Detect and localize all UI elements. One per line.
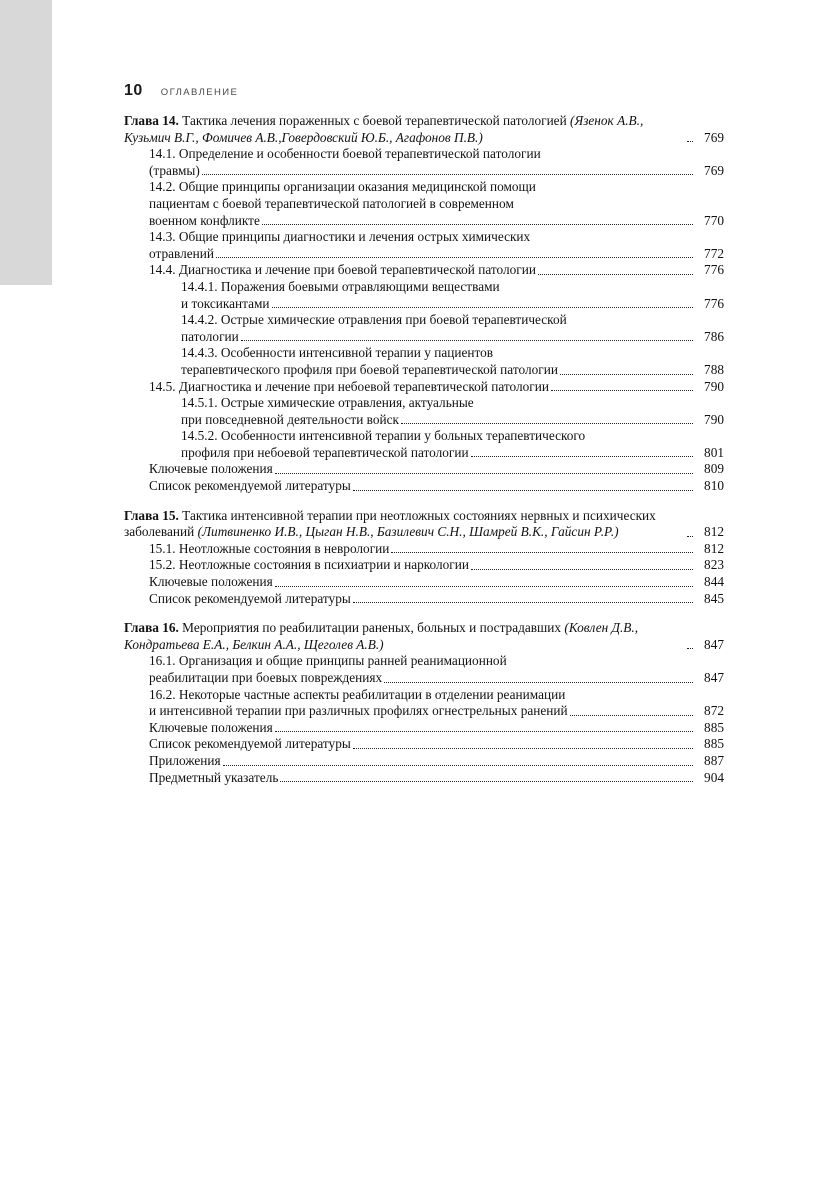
entry-page-number: 845 bbox=[704, 590, 724, 606]
toc-section-entry[interactable] bbox=[124, 179, 724, 229]
entry-page-number: 788 bbox=[704, 361, 724, 377]
entry-number: 14.4.1. bbox=[181, 278, 218, 294]
chapter-authors: (Ковлен Д.В., Кондратьева Е.А., Белкин А.А., Щеголев А.В.) bbox=[124, 620, 639, 652]
toc-section-entry[interactable] bbox=[124, 379, 724, 396]
entry-text: Особенности интенсивной терапии у пациентов bbox=[220, 345, 494, 361]
toc-section-entry[interactable] bbox=[124, 770, 724, 787]
toc-section-entry[interactable] bbox=[124, 591, 724, 608]
toc-section-entry[interactable] bbox=[124, 720, 724, 737]
entry-number: 14.4.3. bbox=[181, 345, 218, 361]
leader-dots bbox=[275, 730, 693, 732]
entry-number: 15.2. bbox=[149, 557, 176, 573]
chapter-page-number: 812 bbox=[704, 524, 724, 540]
entry-text: Список рекомендуемой литературы bbox=[149, 736, 351, 752]
entry-page-number: 790 bbox=[704, 378, 724, 394]
entry-number: 16.2. bbox=[149, 686, 176, 702]
entry-text: Особенности интенсивной терапии у больных терапевтического bbox=[220, 428, 586, 444]
entry-text: Острые химические отравления при боевой терапевтической bbox=[220, 312, 567, 328]
entry-text: Список рекомендуемой литературы bbox=[149, 478, 351, 494]
chapter-title: Мероприятия по реабилитации раненых, больных и пострадавших bbox=[182, 620, 562, 636]
chapter-authors: (Язенок А.В., Кузьмич В.Г., Фомичев А.В.,Говердовский Ю.Б., Агафонов П.В.) bbox=[124, 113, 644, 145]
entry-text: терапевтического профиля при боевой терапевтической патологии bbox=[181, 361, 558, 377]
entry-page-number: 847 bbox=[704, 670, 724, 685]
entry-text: и интенсивной терапии при различных профилях огнестрельных ранений bbox=[149, 703, 568, 719]
entry-text: Ключевые положения bbox=[149, 461, 273, 477]
toc-chapter bbox=[124, 113, 724, 495]
leader-dots bbox=[280, 780, 693, 782]
entry-page-number: 885 bbox=[704, 736, 724, 752]
entry-number: 14.3. bbox=[149, 229, 176, 245]
toc-subsection-entry[interactable] bbox=[124, 345, 724, 378]
entry-page-number: 801 bbox=[704, 444, 724, 460]
entry-page-number: 810 bbox=[704, 478, 724, 494]
leader-dots bbox=[275, 585, 693, 587]
entry-page-number: 772 bbox=[704, 245, 724, 261]
entry-number: 14.1. bbox=[149, 146, 176, 162]
entry-page-number: 904 bbox=[704, 769, 724, 785]
leader-dots bbox=[570, 714, 693, 716]
entry-number: 14.5.2. bbox=[181, 428, 218, 444]
entry-text: Определение и особенности боевой терапевтической патологии bbox=[178, 146, 541, 162]
entry-page-number: 776 bbox=[704, 295, 724, 311]
entry-text: Неотложные состояния в неврологии bbox=[178, 540, 390, 556]
entry-number: 14.5. bbox=[149, 378, 176, 394]
entry-page-number: 823 bbox=[704, 557, 724, 573]
entry-text: и токсикантами bbox=[181, 295, 270, 311]
toc-section-entry[interactable] bbox=[124, 687, 724, 720]
chapter-number: Глава 14. bbox=[124, 113, 179, 128]
entry-number: 14.5.1. bbox=[181, 395, 218, 411]
toc-section-entry[interactable] bbox=[124, 262, 724, 279]
page-header bbox=[124, 82, 238, 100]
toc-section-entry[interactable] bbox=[124, 653, 724, 686]
entry-text: реабилитации при боевых повреждениях bbox=[149, 670, 383, 685]
page-number: 10 bbox=[124, 82, 143, 99]
entry-text: при повседневной деятельности войск bbox=[181, 411, 399, 427]
leader-dots bbox=[391, 551, 693, 553]
leader-dots bbox=[272, 306, 693, 308]
entry-text: военном конфликте bbox=[149, 212, 260, 228]
toc-section-entry[interactable] bbox=[124, 541, 724, 558]
entry-page-number: 885 bbox=[704, 719, 724, 735]
entry-text: Острые химические отравления, актуальные bbox=[220, 395, 474, 411]
entry-text: Диагностика и лечение при боевой терапевтической патологии bbox=[178, 262, 536, 278]
toc-chapter bbox=[124, 508, 724, 608]
entry-page-number: 770 bbox=[704, 212, 724, 228]
leader-dots bbox=[551, 389, 693, 391]
entry-text: Некоторые частные аспекты реабилитации в отделении реанимации bbox=[178, 686, 566, 702]
entry-page-number: 790 bbox=[704, 411, 724, 427]
leader-dots bbox=[241, 339, 693, 341]
chapter-authors: (Литвиненко И.В., Цыган Н.В., Базилевич С.Н., Шамрей В.К., Гайсин Р.Р.) bbox=[197, 524, 619, 540]
toc-section-entry[interactable] bbox=[124, 557, 724, 574]
leader-dots bbox=[471, 568, 693, 570]
leader-dots bbox=[202, 173, 693, 175]
entry-page-number: 844 bbox=[704, 574, 724, 590]
toc-section-entry[interactable] bbox=[124, 736, 724, 753]
entry-text: Приложения bbox=[149, 752, 221, 768]
toc-chapter-heading[interactable] bbox=[124, 508, 724, 541]
leader-dots bbox=[687, 140, 693, 142]
entry-text: Ключевые положения bbox=[149, 574, 273, 590]
leader-dots bbox=[353, 489, 693, 491]
entry-text: Диагностика и лечение при небоевой терапевтической патологии bbox=[178, 378, 549, 394]
entry-text: (травмы) bbox=[149, 162, 200, 178]
entry-number: 14.4. bbox=[149, 262, 176, 278]
entry-number: 14.2. bbox=[149, 179, 176, 195]
toc-section-entry[interactable] bbox=[124, 753, 724, 770]
entry-page-number: 872 bbox=[704, 703, 724, 719]
entry-number: 15.1. bbox=[149, 540, 176, 556]
toc-subsection-entry[interactable] bbox=[124, 428, 724, 461]
toc-subsection-entry[interactable] bbox=[124, 312, 724, 345]
toc-subsection-entry[interactable] bbox=[124, 395, 724, 428]
entry-text: Предметный указатель bbox=[149, 769, 279, 785]
entry-text: Список рекомендуемой литературы bbox=[149, 590, 351, 606]
toc-section-entry[interactable] bbox=[124, 574, 724, 591]
toc-section-entry[interactable] bbox=[124, 461, 724, 478]
table-of-contents bbox=[124, 113, 724, 786]
toc-chapter bbox=[124, 620, 724, 786]
toc-chapter-heading[interactable] bbox=[124, 620, 724, 653]
running-head: ОГЛАВЛЕНИЕ bbox=[160, 87, 239, 98]
entry-text: пациентам с боевой терапевтической патологией в современном bbox=[149, 195, 514, 211]
entry-text: отравлений bbox=[149, 245, 214, 261]
entry-text: профиля при небоевой терапевтической патологии bbox=[181, 444, 469, 460]
entry-text: патологии bbox=[181, 328, 239, 344]
entry-page-number: 776 bbox=[704, 262, 724, 278]
chapter-title: Тактика лечения пораженных с боевой терапевтической патологией bbox=[182, 113, 567, 128]
chapter-page-number: 769 bbox=[704, 129, 724, 145]
leader-dots bbox=[262, 223, 693, 225]
entry-text: Общие принципы организации оказания медицинской помощи bbox=[178, 179, 536, 195]
entry-text: Ключевые положения bbox=[149, 719, 273, 735]
leader-dots bbox=[275, 472, 693, 474]
entry-page-number: 786 bbox=[704, 328, 724, 344]
toc-section-entry[interactable] bbox=[124, 229, 724, 262]
leader-dots bbox=[471, 455, 693, 457]
entry-text: Поражения боевыми отравляющими веществами bbox=[220, 278, 500, 294]
leader-dots bbox=[560, 373, 693, 375]
toc-section-entry[interactable] bbox=[124, 146, 724, 179]
entry-number: 14.4.2. bbox=[181, 312, 218, 328]
leader-dots bbox=[687, 647, 693, 649]
entry-page-number: 809 bbox=[704, 461, 724, 477]
leader-dots bbox=[216, 256, 693, 258]
leader-dots bbox=[353, 747, 693, 749]
leader-dots bbox=[401, 422, 693, 424]
leader-dots bbox=[538, 273, 693, 275]
entry-page-number: 887 bbox=[704, 752, 724, 768]
chapter-number: Глава 16. bbox=[124, 620, 179, 636]
chapter-page-number: 847 bbox=[704, 636, 724, 652]
toc-section-entry[interactable] bbox=[124, 478, 724, 495]
toc-chapter-heading[interactable] bbox=[124, 113, 724, 146]
entry-text: Неотложные состояния в психиатрии и наркологии bbox=[178, 557, 469, 573]
entry-text: Организация и общие принципы ранней реанимационной bbox=[178, 653, 507, 669]
chapter-number: Глава 15. bbox=[124, 507, 179, 523]
chapter-title: Тактика интенсивной терапии при неотложных состояниях нервных и психических заболеваний bbox=[124, 507, 656, 540]
entry-text: Общие принципы диагностики и лечения острых химических bbox=[178, 229, 531, 245]
entry-number: 16.1. bbox=[149, 653, 176, 669]
leader-dots bbox=[223, 764, 693, 766]
entry-page-number: 769 bbox=[704, 162, 724, 178]
leader-dots bbox=[384, 681, 693, 683]
entry-page-number: 812 bbox=[704, 540, 724, 556]
leader-dots bbox=[687, 535, 693, 537]
toc-subsection-entry[interactable] bbox=[124, 279, 724, 312]
leader-dots bbox=[353, 601, 693, 603]
